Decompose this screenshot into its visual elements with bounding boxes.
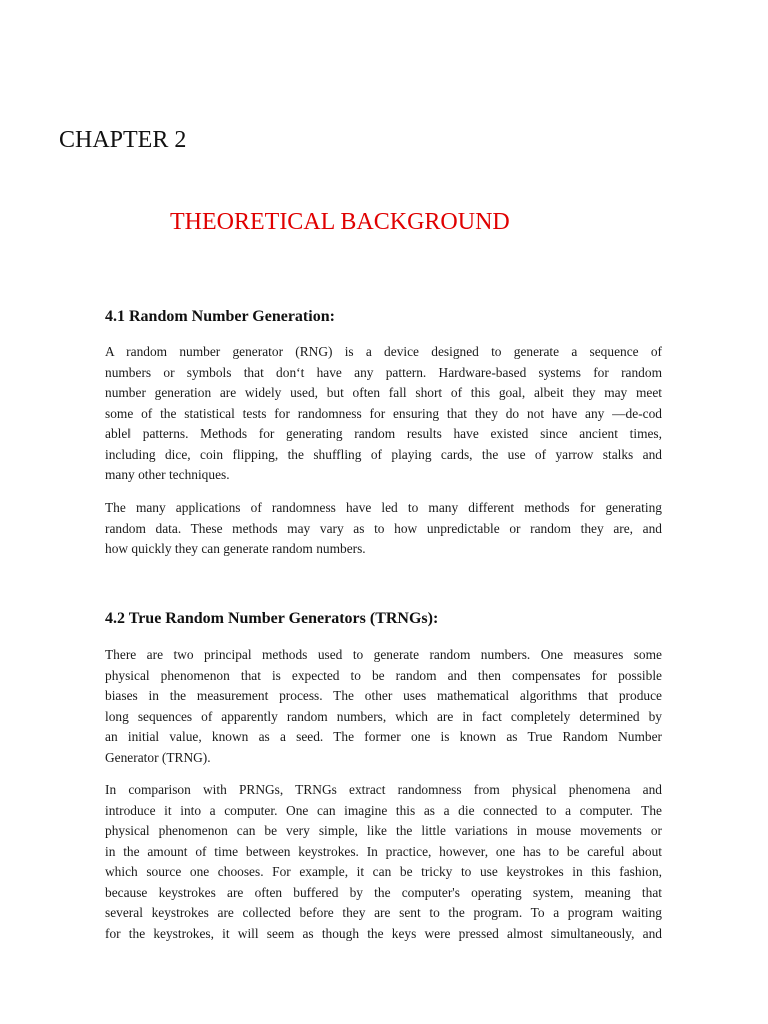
text-line: There are two principal methods used to generate random numbers. One measures some (105, 647, 662, 662)
section-heading-4-1: 4.1 Random Number Generation: (105, 308, 335, 325)
text-line: physical phenomenon can be very simple, like the little variations in mouse movements or (105, 823, 662, 838)
text-line: some of the statistical tests for randomness for ensuring that they do not have any ―de-cod (105, 405, 662, 421)
text-line: biases in the measurement process. The other uses mathematical algorithms that produce (105, 688, 662, 703)
text-line: how quickly they can generate random numbers. (105, 541, 366, 556)
text-line: random data. These methods may vary as to how unpredictable or random they are, and (105, 520, 662, 536)
text-line: Generator (TRNG). (105, 749, 211, 765)
text-line: several keystrokes are collected before they are sent to the program. To a program waiting (105, 905, 662, 920)
text-line: introduce it into a computer. One can imagine this as a die connected to a computer. The (105, 802, 662, 818)
paragraph-rng-definition (105, 342, 662, 486)
text-line: long sequences of apparently random numbers, which are in fact completely determined by (105, 708, 662, 724)
text-line: In comparison with PRNGs, TRNGs extract randomness from physical phenomena and (105, 782, 662, 797)
text-line: for the keystrokes, it will seem as though the keys were pressed almost simultaneously, and (105, 925, 662, 941)
text-line: many other techniques. (105, 467, 230, 482)
chapter-label: CHAPTER 2 (59, 127, 187, 153)
text-line: because keystrokes are often buffered by the computer's operating system, meaning that (105, 884, 662, 900)
paragraph-applications (105, 498, 662, 560)
text-line: The many applications of randomness have led to many different methods for generating (105, 500, 662, 515)
paragraph-principal-methods (105, 645, 662, 768)
paragraph-trng-comparison (105, 780, 662, 944)
chapter-title: THEORETICAL BACKGROUND (170, 209, 510, 235)
text-line: numbers or symbols that don‘t have any pattern. Hardware-based systems for random (105, 364, 662, 380)
text-line: number generation are widely used, but often fall short of this goal, albeit they may meet (105, 385, 662, 400)
text-line: which source one chooses. For example, it can be tricky to use keystrokes in this fashion, (105, 864, 662, 879)
text-line: an initial value, known as a seed. The former one is known as True Random Number (105, 729, 662, 744)
text-line: including dice, coin flipping, the shuffling of playing cards, the use of yarrow stalks and (105, 446, 662, 462)
text-line: A random number generator (RNG) is a device designed to generate a sequence of (105, 344, 662, 359)
section-heading-4-2: 4.2 True Random Number Generators (TRNGs): (105, 610, 439, 627)
text-line: in the amount of time between keystrokes. In practice, however, one has to be careful about (105, 843, 662, 859)
text-line: able‖ patterns. Methods for generating random results have existed since ancient times, (105, 426, 662, 441)
text-line: physical phenomenon that is expected to be random and then compensates for possible (105, 667, 662, 683)
